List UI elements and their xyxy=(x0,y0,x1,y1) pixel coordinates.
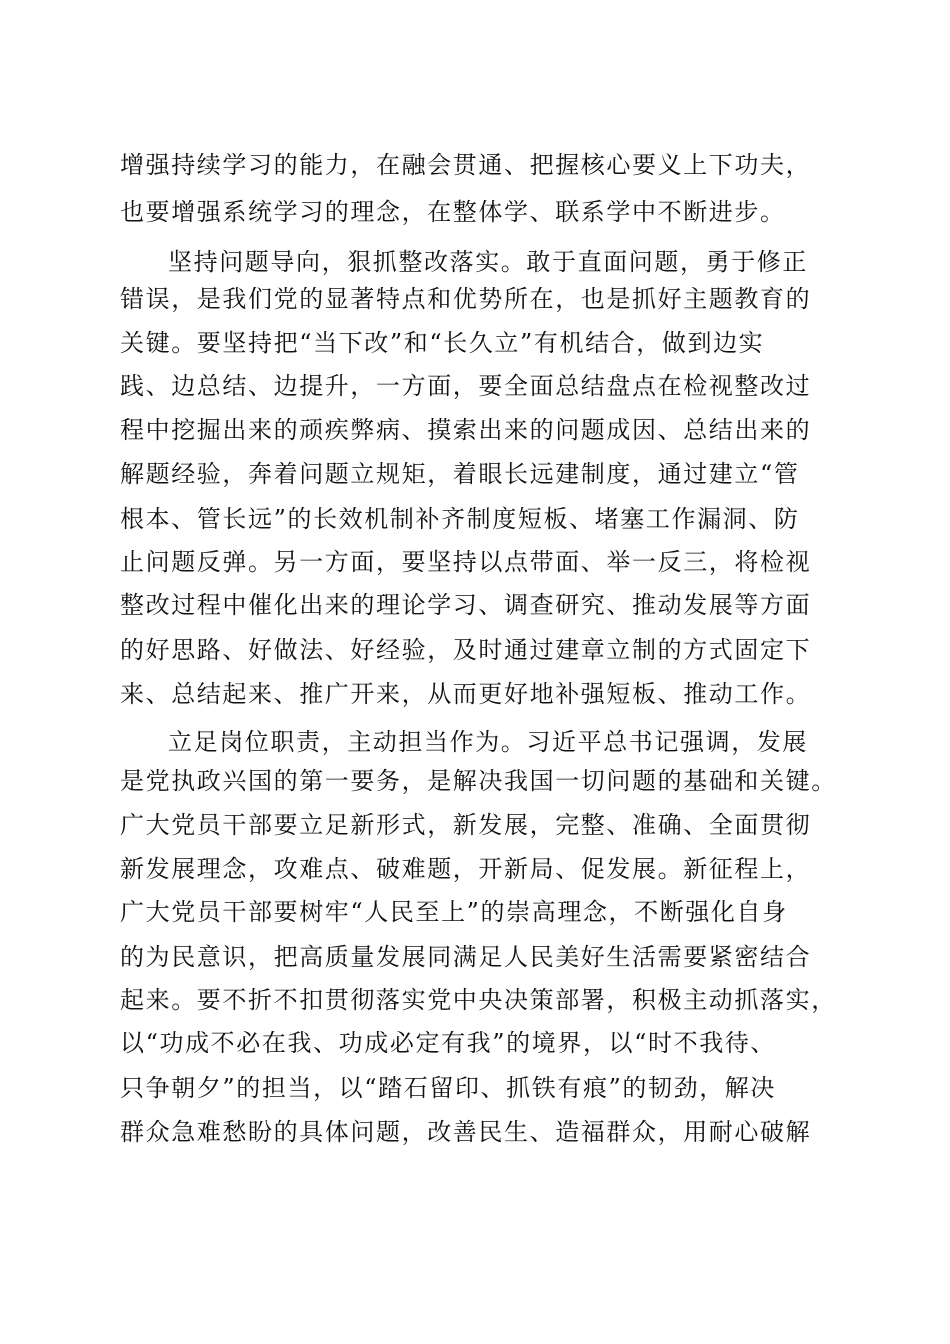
text-line: 整改过程中催化出来的理论学习、调查研究、推动发展等方面 xyxy=(120,591,812,619)
text-line: 的为民意识，把高质量发展同满足人民美好生活需要紧密结合 xyxy=(120,943,812,971)
text-line: 群众急难愁盼的具体问题，改善民生、造福群众，用耐心破解 xyxy=(120,1118,812,1146)
text-line: 增强持续学习的能力，在融会贯通、把握核心要义上下功夫， xyxy=(120,151,812,179)
paragraph-start-line: 立足岗位职责，主动担当作为。习近平总书记强调，发展 xyxy=(168,728,808,756)
text-line: 是党执政兴国的第一要务，是解决我国一切问题的基础和关键。 xyxy=(120,767,837,795)
text-line: 践、边总结、边提升，一方面，要全面总结盘点在检视整改过 xyxy=(120,372,812,400)
text-line: 程中挖掘出来的顽疾弊病、摸索出来的问题成因、总结出来的 xyxy=(120,416,812,444)
text-line: 错误，是我们党的显著特点和优势所在，也是抓好主题教育的 xyxy=(120,285,812,313)
text-line: 关键。要坚持把“当下改”和“长久立”有机结合，做到边实 xyxy=(120,329,765,357)
text-line: 根本、管长远”的长效机制补齐制度短板、堵塞工作漏洞、防 xyxy=(120,505,800,533)
text-line: 止问题反弹。另一方面，要坚持以点带面、举一反三，将检视 xyxy=(120,548,812,576)
paragraph-start-line: 坚持问题导向，狠抓整改落实。敢于直面问题，勇于修正 xyxy=(168,248,808,276)
text-line: 也要增强系统学习的理念，在整体学、联系学中不断进步。 xyxy=(120,198,786,226)
text-line: 广大党员干部要立足新形式，新发展，完整、准确、全面贯彻 xyxy=(120,811,812,839)
text-line: 只争朝夕”的担当，以“踏石留印、抓铁有痕”的韧劲，解决 xyxy=(120,1074,777,1102)
text-line: 起来。要不折不扣贯彻落实党中央决策部署，积极主动抓落实， xyxy=(120,986,837,1014)
text-line: 新发展理念，攻难点、破难题，开新局、促发展。新征程上， xyxy=(120,855,812,883)
text-line: 以“功成不必在我、功成必定有我”的境界，以“时不我待、 xyxy=(120,1029,777,1057)
text-line: 解题经验，奔着问题立规矩，着眼长远建制度，通过建立“管 xyxy=(120,460,800,488)
text-line: 的好思路、好做法、好经验，及时通过建章立制的方式固定下 xyxy=(120,636,812,664)
text-line: 广大党员干部要树牢“人民至上”的崇高理念，不断强化自身 xyxy=(120,898,788,926)
text-line: 来、总结起来、推广开来，从而更好地补强短板、推动工作。 xyxy=(120,680,812,708)
